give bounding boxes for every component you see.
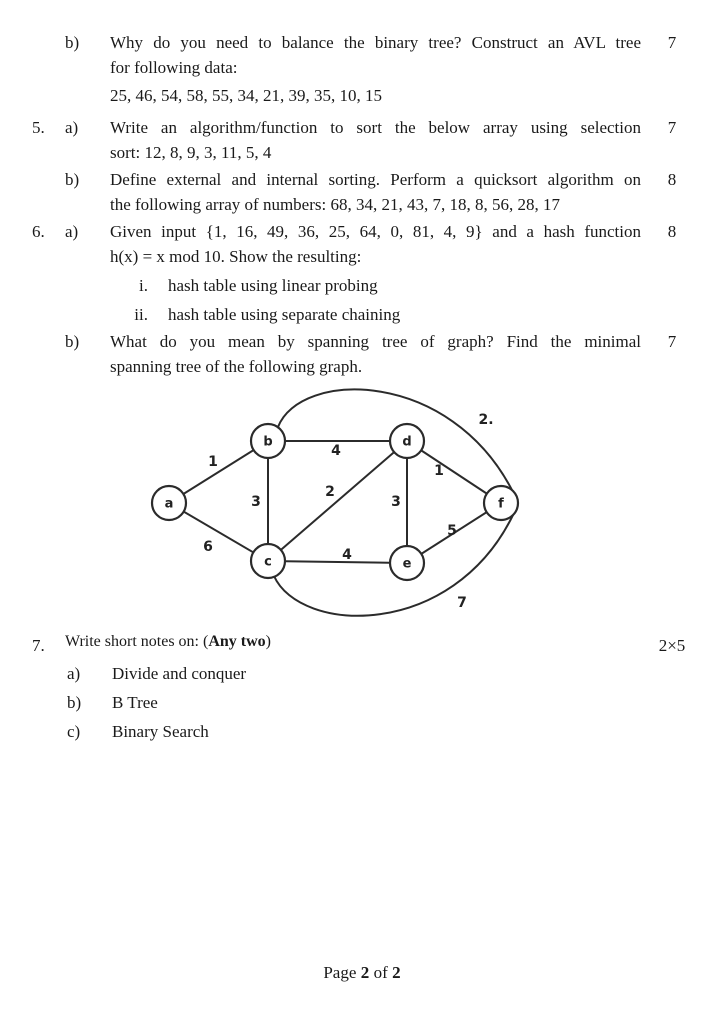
marks-value: 7: [667, 332, 677, 351]
item-text: Divide and conquer: [112, 664, 247, 683]
marks-value: 7: [667, 118, 677, 137]
footer-word: Page: [323, 963, 357, 982]
graph-edge-weight-d-f: 1: [434, 463, 444, 479]
spanning-tree-graph: [130, 375, 530, 635]
question-text-line: spanning tree of the following graph.: [110, 357, 363, 376]
question-text: [110, 329, 641, 379]
graph-node-label-f: f: [498, 496, 504, 512]
graph-edge-weight-a-b: 1: [208, 454, 218, 470]
graph-edge-weight-c-f: 7: [457, 595, 467, 611]
question-text-line: What do you mean by spanning tree of graph? Find the minimal: [110, 332, 641, 351]
question-text-line: Define external and internal sorting. Perform a quicksort algorithm on: [110, 170, 641, 189]
question-letter: a): [65, 222, 79, 241]
graph-edge-weight-c-d: 2: [325, 484, 335, 500]
question-letter: a): [65, 118, 79, 137]
item-text: B Tree: [112, 693, 158, 712]
question-letter: b): [65, 33, 80, 52]
graph-edge-c-d: [268, 441, 407, 561]
footer-word: of: [373, 963, 388, 982]
data-list: 25, 46, 54, 58, 55, 34, 21, 39, 35, 10, 15: [110, 86, 382, 105]
graph-edge-weight-b-d: 4: [331, 443, 341, 459]
item-letter: b): [67, 693, 82, 712]
question-text-segment: Write short notes on: (: [65, 633, 209, 650]
question-letter: b): [65, 170, 80, 189]
graph-edge-weight-a-c: 6: [203, 539, 213, 555]
question-number: 5.: [32, 118, 45, 137]
item-letter: c): [67, 722, 81, 741]
subitem-text: hash table using linear probing: [168, 276, 378, 295]
graph-node-label-c: c: [264, 554, 272, 570]
graph-figure: [130, 375, 530, 635]
question-text: [110, 30, 641, 80]
graph-edge-weight-d-e: 3: [391, 494, 401, 510]
question-text-bold: Any two: [208, 633, 266, 650]
question-text-line: Why do you need to balance the binary tree? Construct an AVL tree: [110, 33, 641, 52]
graph-node-label-b: b: [263, 434, 273, 450]
marks-value: 2×5: [658, 636, 686, 655]
graph-node-label-a: a: [164, 496, 174, 512]
graph-edge-weight-b-c: 3: [251, 494, 261, 510]
page-footer: [0, 960, 724, 985]
question-text-line: the following array of numbers: 68, 34, 21, 43, 7, 18, 8, 56, 28, 17: [110, 195, 560, 214]
question-text-line: Write an algorithm/function to sort the below array using selection: [110, 118, 641, 137]
marks-value: 7: [667, 33, 677, 52]
question-text: [110, 115, 641, 165]
question-text-line: h(x) = x mod 10. Show the resulting:: [110, 247, 362, 266]
graph-node-label-e: e: [402, 556, 412, 572]
graph-edge-weight-c-e: 4: [342, 547, 352, 563]
question-number: 7.: [32, 636, 45, 655]
subitem-label: ii.: [134, 305, 148, 324]
footer-page-total: 2: [392, 963, 401, 982]
item-letter: a): [67, 664, 81, 683]
question-number: 6.: [32, 222, 45, 241]
question-text: [110, 219, 641, 269]
question-letter: b): [65, 332, 80, 351]
item-text: Binary Search: [112, 722, 209, 741]
question-text: [65, 633, 641, 651]
marks-value: 8: [667, 222, 677, 241]
graph-node-label-d: d: [402, 434, 412, 450]
question-text-line: sort: 12, 8, 9, 3, 11, 5, 4: [110, 143, 272, 162]
footer-page-number: 2: [360, 963, 370, 982]
question-text: [110, 167, 641, 217]
subitem-label: i.: [139, 276, 148, 295]
graph-edge-weight-e-f: 5: [447, 523, 457, 539]
marks-value: 8: [667, 170, 677, 189]
graph-edge-c-e: [268, 561, 407, 563]
question-text-segment: ): [265, 633, 271, 650]
subitem-text: hash table using separate chaining: [168, 305, 401, 324]
graph-edge-weight-b-f: 2.: [478, 412, 494, 428]
question-text-line: for following data:: [110, 58, 238, 77]
question-text-line: Given input {1, 16, 49, 36, 25, 64, 0, 81, 4, 9} and a hash function: [110, 222, 641, 241]
